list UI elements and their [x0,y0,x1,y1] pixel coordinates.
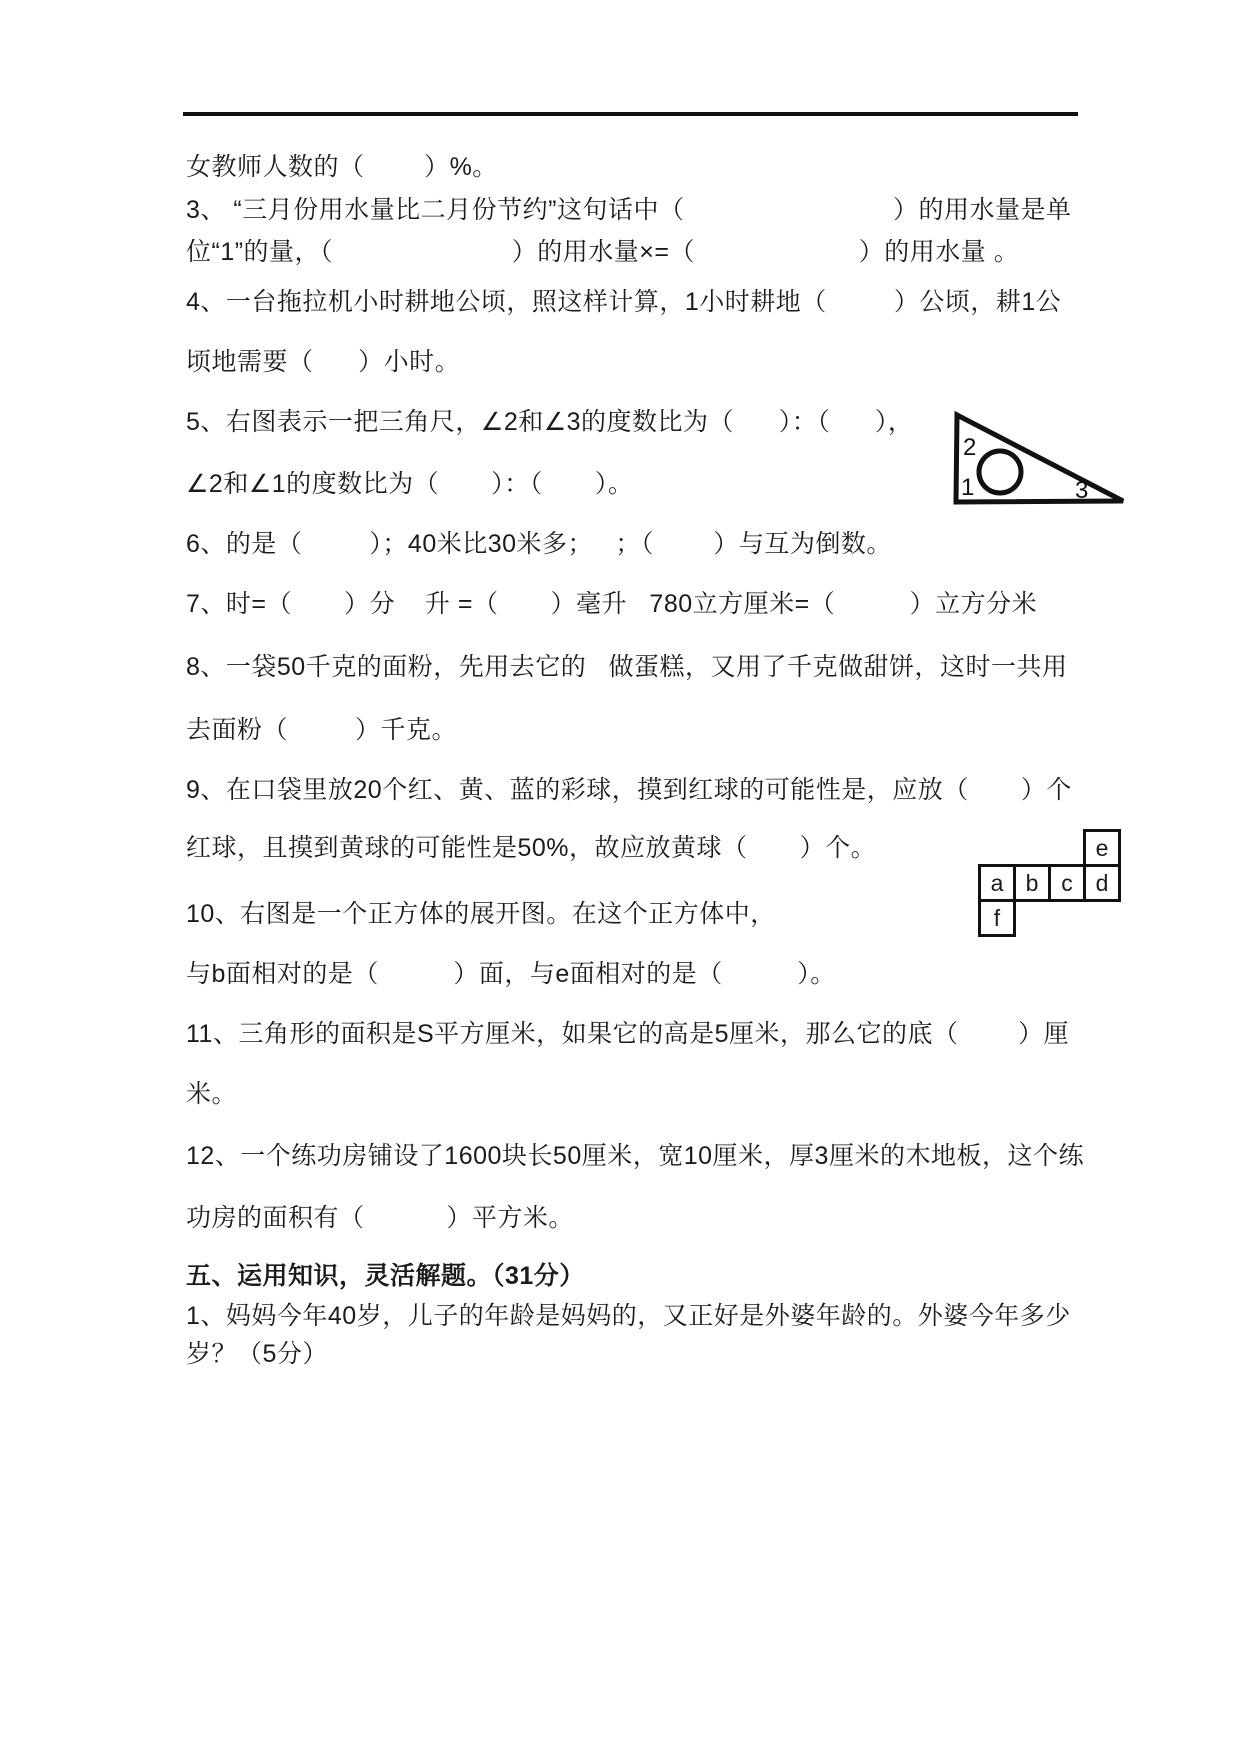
cube-net-cell: d [1083,864,1121,902]
text-line: 位“1”的量，（ ）的用水量×=（ ）的用水量 。 [186,238,1020,266]
text-line: 1、妈妈今年40岁，儿子的年龄是妈妈的，又正好是外婆年龄的。外婆今年多少 [186,1302,1071,1330]
text-line: 7、时=（ ）分 升 =（ ）毫升 780立方厘米=（ ）立方分米 [186,590,1038,618]
cube-net-cell: c [1048,864,1086,902]
text-line: 红球，且摸到黄球的可能性是50%，故应放黄球（ ）个。 [186,834,877,862]
text-line: 顷地需要（ ）小时。 [186,348,461,376]
cube-net-cell: f [978,899,1016,937]
text-line: 10、右图是一个正方体的展开图。在这个正方体中， [186,900,776,928]
text-line: 功房的面积有（ ）平方米。 [186,1204,574,1232]
text-line: 米。 [186,1080,238,1108]
triangle-hole [979,451,1021,493]
text-line: 6、的是（ ）；40米比30米多； ；（ ）与互为倒数。 [186,530,892,558]
text-line: 与b面相对的是（ ）面，与e面相对的是（ ）。 [186,960,836,988]
cube-net-cell: a [978,864,1016,902]
angle-1-label: 1 [961,474,975,501]
cube-net-cell: b [1013,864,1051,902]
text-line: 4、一台拖拉机小时耕地公顷，照这样计算，1小时耕地（ ）公顷，耕1公 [186,288,1062,316]
text-line: 11、三角形的面积是S平方厘米，如果它的高是5厘米，那么它的底（ ）厘 [186,1020,1070,1048]
text-line: 8、一袋50千克的面粉，先用去它的 做蛋糕，又用了千克做甜饼，这时一共用 [186,653,1068,681]
text-line: 9、在口袋里放20个红、黄、蓝的彩球，摸到红球的可能性是，应放（ ）个 [186,776,1072,804]
cube-net-cell: e [1083,829,1121,867]
text-line: 5、右图表示一把三角尺，∠2和∠3的度数比为（ ）：（ ）， [186,408,914,436]
text-line: 岁？（5分） [186,1340,328,1368]
header-rule [183,112,1078,116]
text-line: 去面粉（ ）千克。 [186,716,458,744]
angle-3-label: 3 [1075,477,1089,504]
triangle-ruler-figure [945,405,1140,517]
text-line: 3、 “三月份用水量比二月份节约”这句话中（ ）的用水量是单 [186,196,1072,224]
text-line: ∠2和∠1的度数比为（ ）：（ ）。 [186,470,634,498]
section-heading: 五、运用知识，灵活解题。（31分） [186,1262,585,1290]
cube-net-figure [978,829,1123,939]
angle-2-label: 2 [963,434,977,461]
text-line: 女教师人数的（ ）%。 [186,153,498,181]
text-line: 12、一个练功房铺设了1600块长50厘米，宽10厘米，厚3厘米的木地板，这个练 [186,1142,1084,1170]
